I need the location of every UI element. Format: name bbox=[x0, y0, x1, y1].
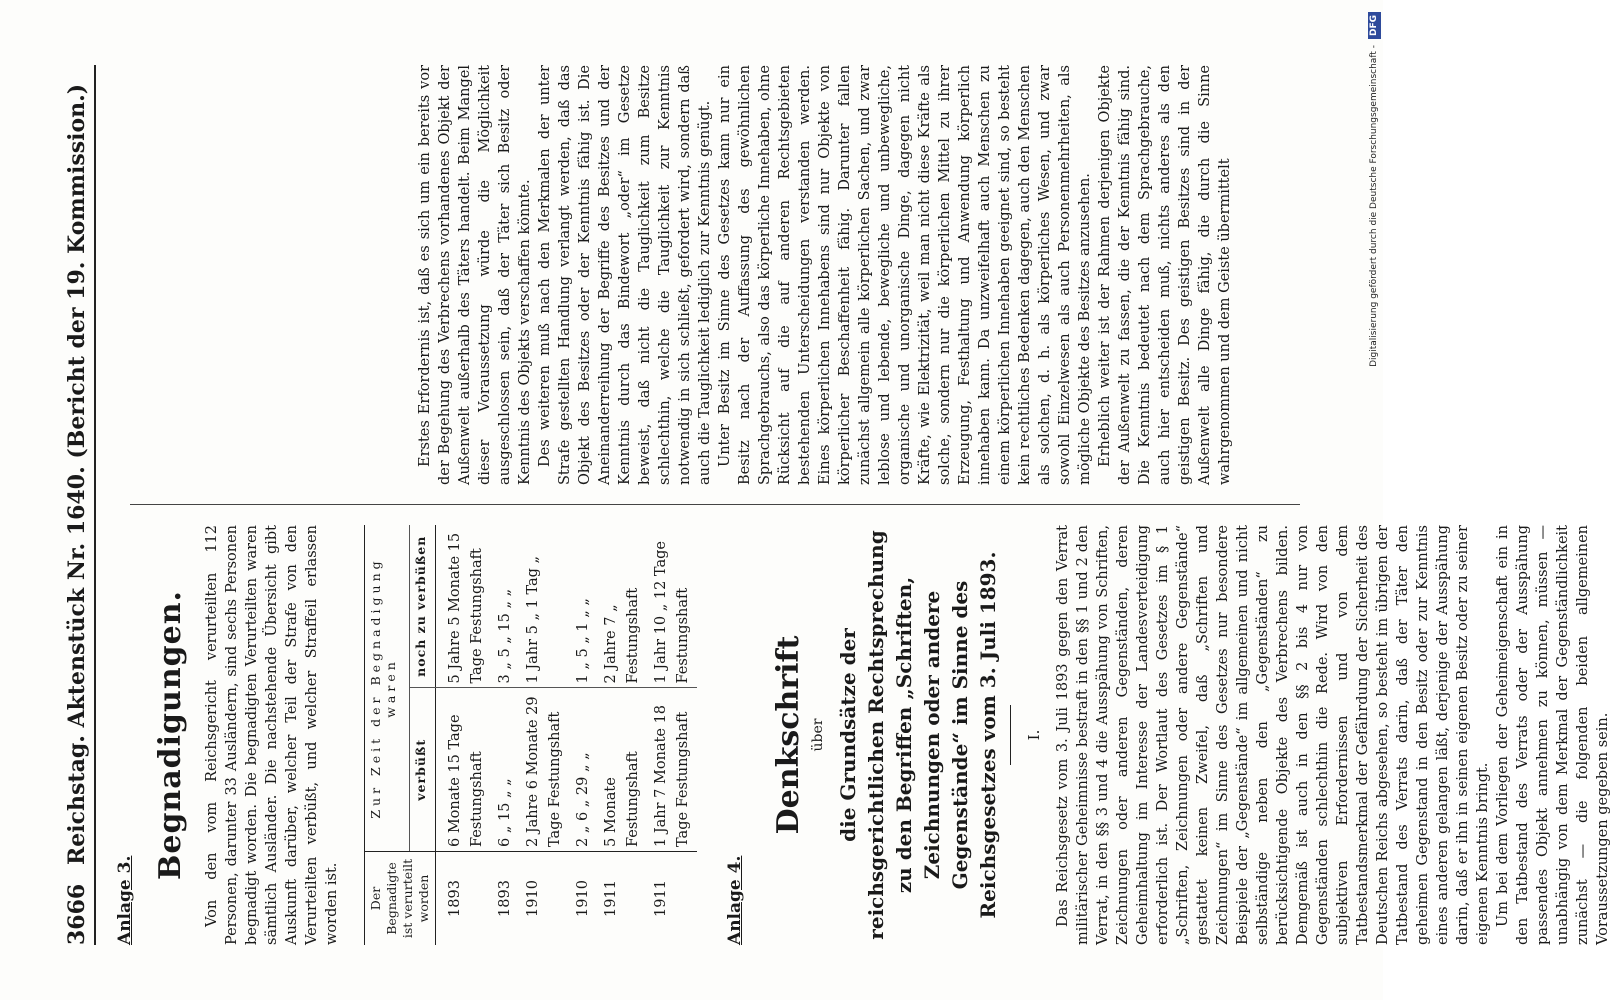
remaining-cell: 3 „ 5 „ 15 „ „ bbox=[497, 588, 513, 684]
page-header bbox=[60, 65, 90, 945]
left-column bbox=[115, 525, 1613, 945]
denkschrift-para-4: Des weiteren muß nach den Merkmalen der unter Strafe gestellten Handlung verlangt werden, daß das Objekt des Besitzes oder der Kenntnis fähig ist. Die Aneinanderreihung der Begriffe des Besitzes und der Kenntnis durch das Bindewort „oder“ im Gesetze beweist, daß nicht die Tauglichkeit zum Besitze schlechthin, welche die Tauglichkeit zur Kenntnis notwendig in sich schließt, gefordert wird, sondern daß auch die Tauglichkeit lediglich zur Kenntnis genügt. bbox=[537, 65, 713, 485]
served-cell: 2 „ 6 „ 29 „ „ bbox=[569, 688, 597, 852]
served-cell: 5 Monate Festungshaft bbox=[597, 688, 647, 852]
digitization-text: Digitalisierung gefördert durch die Deutsche Forschungsgemeinschaft - bbox=[1369, 45, 1379, 367]
served-cell: 6 „ 15 „ „ bbox=[491, 688, 519, 852]
year-cell: 1893 bbox=[436, 852, 492, 946]
year-cell: 1910 bbox=[519, 852, 569, 946]
remaining-cell: 2 Jahre 7 „ Festungshaft bbox=[603, 587, 641, 684]
year-header: Der Begnadigte ist verurteilt worden bbox=[365, 852, 436, 946]
right-column bbox=[115, 65, 1235, 485]
anlage-3-label: Anlage 3. bbox=[115, 855, 135, 945]
table-row bbox=[491, 525, 519, 945]
begnadigungen-title: Begnadigungen. bbox=[153, 590, 188, 880]
digitization-note bbox=[1366, 12, 1382, 412]
column-divider bbox=[130, 504, 1300, 505]
table-row bbox=[647, 525, 697, 945]
denkschrift-para-6: Erheblich weiter ist der Rahmen derjenigen Objekte der Außenwelt zu fassen, die der Kenntnis fähig sind. Die Kenntnis bedeutet nach dem Sprachgebrauche, auch hier entscheiden muß, nichts anderes als den geistigen Besitz. Des geistigen Besitzes sind in der Außenwelt alle Dinge fähig, die durch die Sinne wahrgenommen und dem Geiste übermittelt bbox=[1097, 65, 1233, 485]
served-cell: 1 Jahr 7 Monate 18 Tage Festungshaft bbox=[647, 688, 697, 852]
remaining-header: noch zu verbüßen bbox=[412, 535, 428, 677]
table-row bbox=[597, 525, 647, 945]
served-header: verbüßt bbox=[409, 688, 435, 852]
denkschrift-subtitle: die Grundsätze der reichsgerichtlichen Rechtsprechung zu den Begriffen „Schriften, Zeichnungen oder andere Gegenstände“ im Sinne des Reichsgesetzes vom 3. Juli 1893. bbox=[836, 530, 1000, 940]
remaining-cell: 5 Jahre 5 Monate 15 Tage Festungshaft bbox=[436, 525, 492, 688]
denkschrift-para-5: Unter Besitz im Sinne des Gesetzes kann nur ein Besitz nach der Auffassung des gewöhnlichen Sprachgebrauchs, also das körperliche Innehaben, ohne Rücksicht auf die auf anderen Rechtsgebieten bestehenden Unterscheidungen verstanden werden. Eines körperlichen Innehabens sind nur Objekte von körperlicher Beschaffenheit fähig. Darunter fallen zunächst allgemein alle körperlichen Sachen, und zwar leblose und lebende, bewegliche und unbewegliche, organische und unorganische Dinge, dagegen nicht Kräfte, wie Elektrizität, weil man nicht diese Kräfte als solche, sondern nur die körperlichen Mittel zu ihrer Erzeugung, Festhaltung und Anwendung körperlich innehaben kann. Da unzweifelhaft auch Menschen zu einem körperlichen Innehaben geeignet sind, so besteht kein rechtliches Bedenken dagegen, auch den Menschen als solchen, d. h. als körperliches Wesen, und zwar sowohl Einzelwesen als auch Personenmehrheiten, als mögliche Objekte des Besitzes anzusehen. bbox=[717, 65, 1093, 485]
running-title: Reichstag. Aktenstück Nr. 1640. (Bericht der 19. Kommission.) bbox=[64, 83, 90, 865]
table-row bbox=[569, 525, 597, 945]
table-row bbox=[436, 525, 492, 945]
served-cell: 6 Monate 15 Tage Festungshaft bbox=[436, 688, 492, 852]
remaining-cell: 1 Jahr 5 „ 1 Tag „ bbox=[525, 555, 541, 684]
denkschrift-para-3: Erstes Erfordernis ist, daß es sich um ein bereits vor der Begehung des Verbrechens vorhandenes Objekt der Außenwelt außerhalb des Täters handelt. Beim Mangel dieser Voraussetzung würde die Möglichkeit ausgeschlossen sein, daß der Täter sich Besitz oder Kenntnis des Objekts verschaffen könnte. bbox=[417, 65, 533, 485]
year-cell: 1893 bbox=[491, 852, 519, 946]
section-number: I. bbox=[1025, 729, 1043, 741]
year-cell: 1911 bbox=[647, 852, 697, 946]
page-number: 3666 bbox=[64, 883, 90, 945]
anlage-4-label: Anlage 4. bbox=[725, 855, 745, 945]
year-cell: 1910 bbox=[569, 852, 597, 946]
denkschrift-ueber: über bbox=[810, 718, 826, 752]
denkschrift-title: Denkschrift bbox=[771, 635, 806, 835]
served-cell: 2 Jahre 6 Monate 29 Tage Festungshaft bbox=[519, 688, 569, 852]
remaining-cell: 1 „ 5 „ 1 „ „ bbox=[575, 598, 591, 684]
header-rule bbox=[94, 65, 96, 945]
begnadigungen-intro: Von den vom Reichsgericht verurteilten 112 Personen, darunter 33 Ausländern, sind sechs Personen begnadigt worden. Die begnadigten Verurteilten waren sämtlich Ausländer. Die nachstehende Übersicht gibt Auskunft darüber, welcher Teil der Strafe von den Verurteilten verbüßt, und welcher Straffeil erlassen worden ist. bbox=[204, 525, 340, 945]
pardon-table bbox=[364, 525, 697, 945]
table-row bbox=[519, 525, 569, 945]
denkschrift-para-1: Das Reichsgesetz vom 3. Juli 1893 gegen den Verrat militärischer Geheimnisse bestraft in den §§ 1 und 2 den Verrat, in den §§ 3 und 4 die Ausspähung von Schriften, Zeichnungen oder anderen Gegenständen, deren Geheimhaltung im Interesse der Landesverteidigung erforderlich ist. Der Wortlaut des Gesetzes im § 1 „Schriften, Zeichnungen oder andere Gegenstände“ gestattet keinen Zweifel, daß „Schriften und Zeichnungen“ im Sinne des Gesetzes nur besondere Beispiele der „Gegenstände“ im allgemeinen und nicht selbständige neben den „Gegenständen“ zu berücksichtigende Objekte des Verbrechens bilden. Demgemäß ist auch in den §§ 2 bis 4 nur von Gegenständen schlechthin die Rede. Wird von den subjektiven Erfordernissen und von dem Tatbestandsmerkmal der Gefährdung der Sicherheit des Deutschen Reichs abgesehen, so besteht im übrigen der Tatbestand des Verrats darin, daß der Täter den geheimen Gegenstand in den Besitz oder zur Kenntnis eines anderen gelangen läßt, derjenige der Ausspähung darin, daß er ihn in seinen eigenen Besitz oder zu seiner eigenen Kenntnis bringt. bbox=[1055, 525, 1491, 945]
year-cell: 1911 bbox=[597, 852, 647, 946]
short-rule bbox=[1010, 705, 1011, 765]
dfg-logo: DFG bbox=[1368, 12, 1381, 39]
group-header: Zur Zeit der Begnadigung waren bbox=[365, 525, 410, 852]
remaining-cell: 1 Jahr 10 „ 12 Tage Festungshaft bbox=[653, 541, 691, 684]
denkschrift-para-2: Um bei dem Vorliegen der Geheimeigenschaft ein in den Tatbestand des Verrats oder der Ausspähung passendes Objekt annehmen zu können, müssen — unabhängig von dem Merkmal der Gegenständlichkeit zunächst — die folgenden beiden allgemeinen Voraussetzungen gegeben sein. bbox=[1495, 525, 1611, 945]
